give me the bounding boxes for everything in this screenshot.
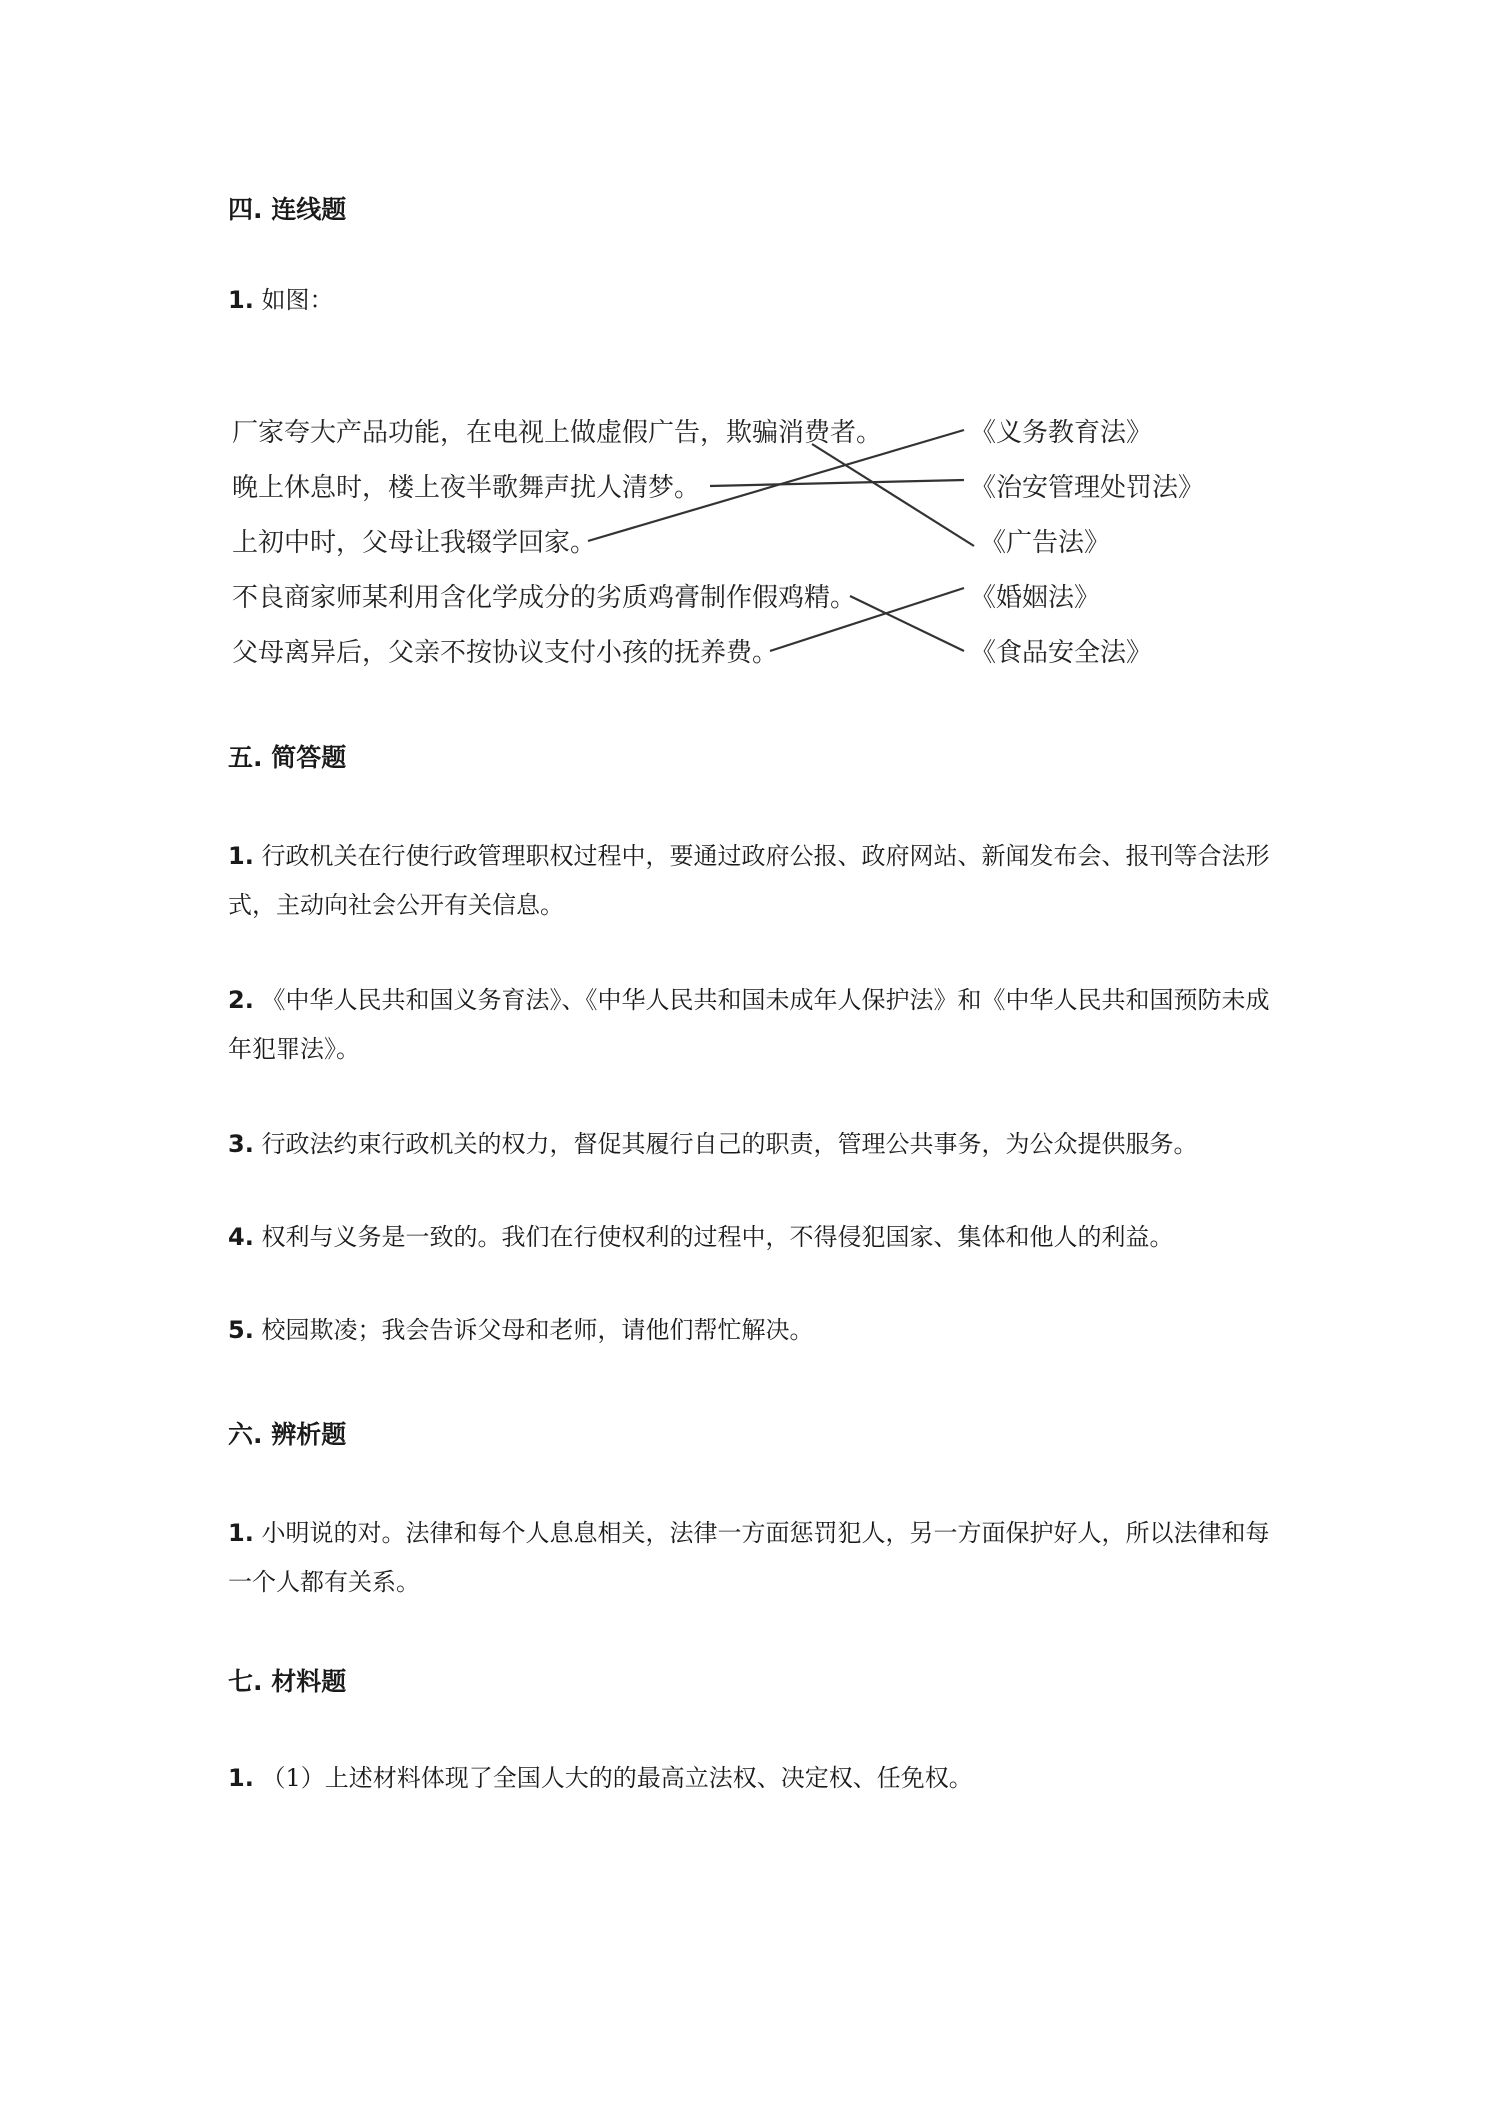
question-number: 2.: [228, 986, 254, 1014]
short-answer-1: [228, 832, 1278, 930]
question-number: 1.: [228, 1764, 254, 1792]
question-1-prompt: [228, 276, 1278, 325]
short-answer-5: [228, 1306, 1278, 1355]
matching-left-item-2: 晚上休息时，楼上夜半歌舞声扰人清梦。: [232, 473, 701, 503]
short-answer-4: [228, 1213, 1278, 1262]
matching-right-item-4: 《婚姻法》: [970, 583, 1101, 613]
section-title-matching: 四. 连线题: [228, 195, 347, 224]
answer-text: （1）上述材料体现了全国人大的的最高立法权、决定权、任免权。: [261, 1764, 973, 1792]
answer-text: 行政机关在行使行政管理职权过程中，要通过政府公报、政府网站、新闻发布会、报刊等合法形式，主动向社会公开有关信息。: [228, 842, 1270, 919]
question-number: 1.: [228, 842, 254, 870]
question-number: 1.: [228, 1519, 254, 1547]
matching-right-item-5: 《食品安全法》: [970, 638, 1153, 668]
answer-text: 校园欺凌；我会告诉父母和老师，请他们帮忙解决。: [261, 1316, 814, 1344]
matching-link-2: [710, 480, 964, 486]
material-answer-1: [228, 1754, 1278, 1803]
matching-right-item-3: 《广告法》: [980, 528, 1111, 558]
short-answer-2: [228, 976, 1278, 1074]
matching-figure: [232, 408, 1232, 688]
question-number: 3.: [228, 1130, 254, 1158]
question-number: 1.: [228, 286, 254, 314]
question-number: 5.: [228, 1316, 254, 1344]
matching-link-1: [812, 444, 974, 546]
matching-left-item-5: 父母离异后，父亲不按协议支付小孩的抚养费。: [232, 638, 779, 668]
matching-link-4: [850, 596, 964, 651]
question-number: 4.: [228, 1223, 254, 1251]
question-text: 如图：: [261, 286, 334, 314]
answer-text: 《中华人民共和国义务育法》、《中华人民共和国未成年人保护法》和《中华人民共和国预防未成年犯罪法》。: [228, 986, 1270, 1063]
matching-left-item-1: 厂家夸大产品功能，在电视上做虚假广告，欺骗消费者。: [232, 418, 883, 448]
answer-text: 小明说的对。法律和每个人息息相关，法律一方面惩罚犯人，另一方面保护好人，所以法律和每一个人都有关系。: [228, 1519, 1270, 1596]
answer-text: 权利与义务是一致的。我们在行使权利的过程中，不得侵犯国家、集体和他人的利益。: [261, 1223, 1174, 1251]
matching-left-item-4: 不良商家师某利用含化学成分的劣质鸡膏制作假鸡精。: [232, 583, 857, 613]
section-title-material: 七. 材料题: [228, 1667, 347, 1696]
section-title-analysis: 六. 辨析题: [228, 1420, 347, 1449]
short-answer-3: [228, 1120, 1278, 1169]
section-title-short-answer: 五. 简答题: [228, 743, 347, 772]
analysis-answer-1: [228, 1509, 1278, 1607]
matching-right-item-1: 《义务教育法》: [970, 418, 1153, 448]
matching-left-item-3: 上初中时，父母让我辍学回家。: [232, 528, 597, 558]
matching-right-item-2: 《治安管理处罚法》: [970, 473, 1205, 503]
answer-text: 行政法约束行政机关的权力，督促其履行自己的职责，管理公共事务，为公众提供服务。: [261, 1130, 1198, 1158]
